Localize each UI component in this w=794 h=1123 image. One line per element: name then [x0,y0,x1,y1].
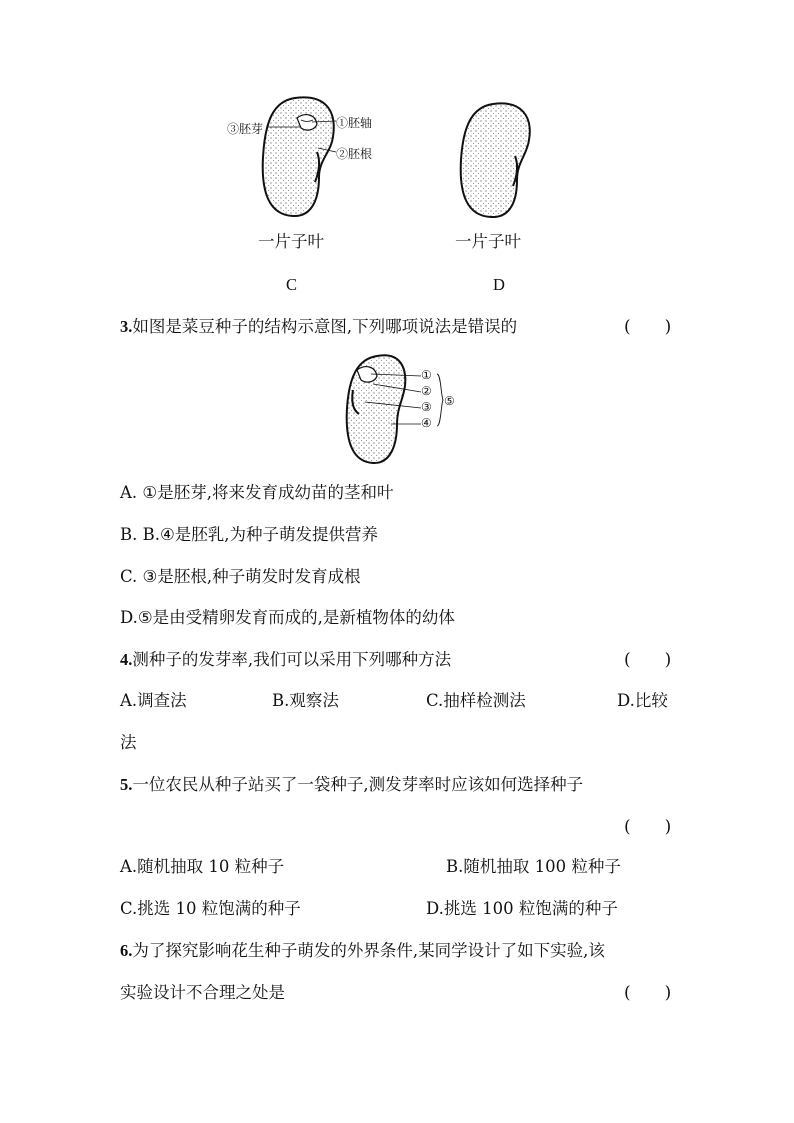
seed-c-letter: C [286,275,298,294]
question-4-stem [120,649,451,671]
seed-c-label-plumule: ③胚芽 [227,122,264,136]
question-5-answer-blank[interactable]: ( ) [624,817,672,837]
question-3-number: 3. [120,317,133,336]
seed-c-label-radicle: ②胚根 [336,147,373,161]
question-5-option-d[interactable]: D.挑选 100 粒饱满的种子 [426,899,618,918]
seed-d-drawing [455,100,545,220]
question-4-option-c[interactable]: C.抽样检测法 [426,691,526,710]
question-5-stem [120,774,583,796]
question-5-option-b[interactable]: B.随机抽取 100 粒种子 [446,857,621,876]
seed-c-caption: 一片子叶 [258,232,324,251]
question-5-number: 5. [120,775,133,794]
question-3-stem [120,316,517,338]
seed-c-leader-lines [0,0,794,300]
question-5-option-c[interactable]: C.挑选 10 粒饱满的种子 [120,899,301,918]
seed-d-caption: 一片子叶 [455,232,521,251]
seed-q3-label-5: ⑤ [444,394,455,408]
question-3-option-c[interactable]: C. ③是胚根,种子萌发时发育成根 [120,567,361,586]
question-4-number: 4. [120,650,133,669]
question-4-text: 测种子的发芽率,我们可以采用下列哪种方法 [132,650,452,669]
question-6-answer-blank[interactable]: ( ) [624,983,672,1003]
question-3-option-d[interactable]: D.⑤是由受精卵发育而成的,是新植物体的幼体 [120,608,455,627]
question-4-option-d-wrap: 法 [120,733,137,752]
seed-c-label-hypocotyl: ①胚轴 [336,116,373,130]
question-6-text: 为了探究影响花生种子萌发的外界条件,某同学设计了如下实验,该 [132,941,605,960]
question-4-option-a[interactable]: A.调查法 [120,691,187,710]
seed-q3-label-4: ④ [421,416,432,430]
question-6-number: 6. [120,941,133,960]
question-4-answer-blank[interactable]: ( ) [624,650,672,670]
seed-q3-drawing [343,352,463,468]
seed-q3-label-1: ① [421,368,432,382]
seed-q3-label-3: ③ [421,400,432,414]
question-4-option-d[interactable]: D.比较 [617,691,668,710]
seed-d-letter: D [493,275,505,294]
question-5-text: 一位农民从种子站买了一袋种子,测发芽率时应该如何选择种子 [132,775,584,794]
question-6-stem-line2: 实验设计不合理之处是 [120,983,285,1002]
question-3-answer-blank[interactable]: ( ) [624,317,672,337]
question-4-option-b[interactable]: B.观察法 [272,691,339,710]
question-3-text: 如图是菜豆种子的结构示意图,下列哪项说法是错误的 [132,317,518,336]
question-6-stem [120,940,605,962]
question-3-option-b[interactable]: B. B.④是胚乳,为种子萌发提供营养 [120,525,379,544]
question-3-option-a[interactable]: A. ①是胚芽,将来发育成幼苗的茎和叶 [120,483,394,502]
seed-q3-label-2: ② [421,384,432,398]
question-5-option-a[interactable]: A.随机抽取 10 粒种子 [120,857,285,876]
